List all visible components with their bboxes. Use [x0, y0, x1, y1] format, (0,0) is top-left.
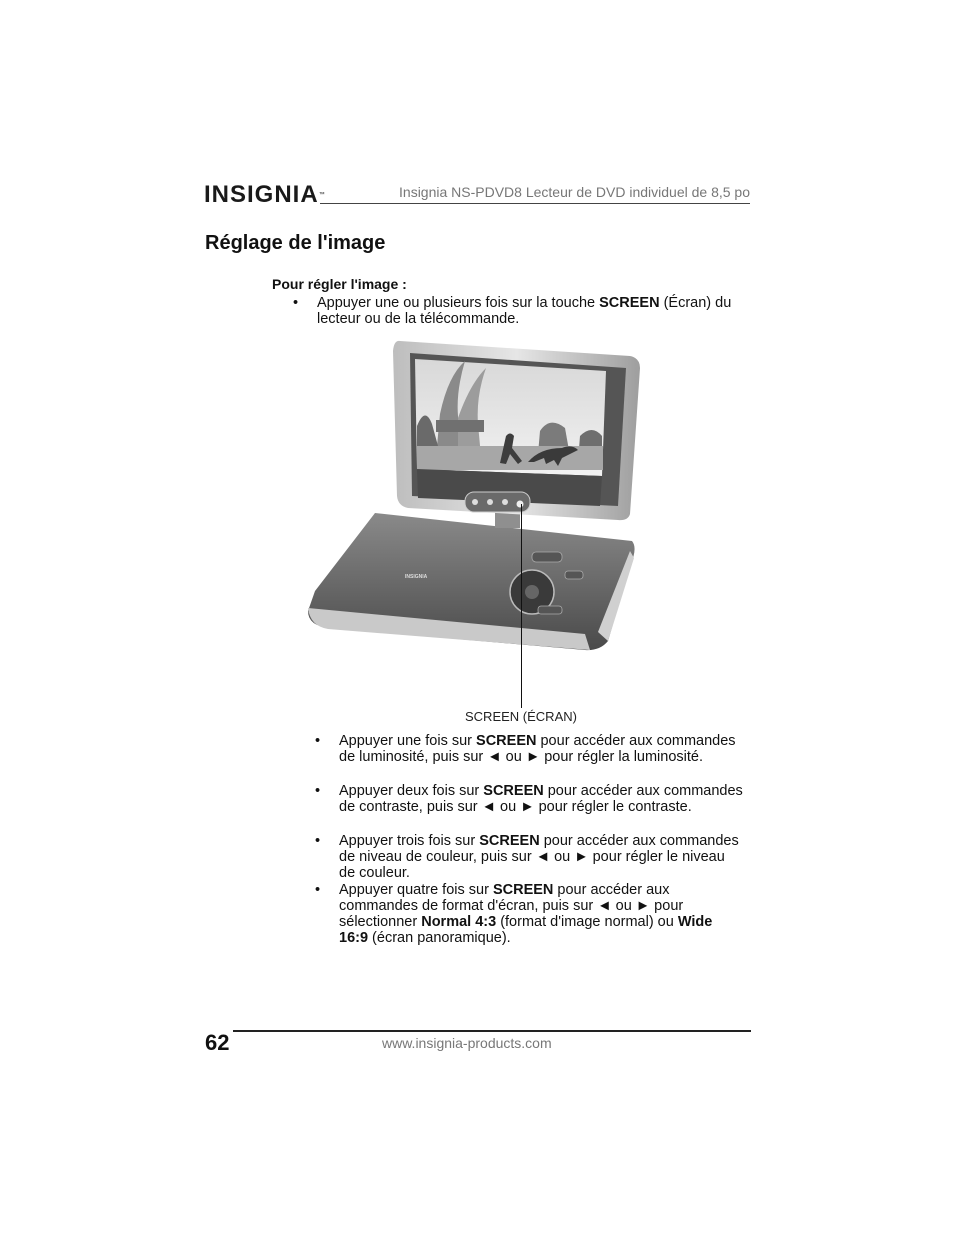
bullet-marker: • — [315, 833, 321, 849]
bullet-item-screen-format: • Appuyer quatre fois sur SCREEN pour accéder aux commandes de format d'écran, puis sur ◄ ou ► pour sélectionner Normal 4:3 (format d'image normal) ou Wide 16:9 (écran panoramique). — [315, 882, 713, 946]
bullet-marker: • — [315, 783, 321, 799]
insignia-logo: INSIGNIA™ — [204, 181, 326, 208]
right-arrow-icon: ► — [520, 799, 535, 815]
left-arrow-icon: ◄ — [481, 799, 497, 815]
right-arrow-icon: ► — [574, 849, 589, 865]
bullet-item-contrast: • Appuyer deux fois sur SCREEN pour accéder aux commandes de contraste, puis sur ◄ ou ► pour régler le contraste. — [315, 783, 743, 815]
portable-dvd-player-illustration — [300, 336, 640, 656]
screen-callout-line — [521, 504, 522, 708]
right-arrow-icon: ► — [525, 749, 541, 765]
header-rule — [320, 203, 750, 204]
bullet-marker: • — [315, 882, 321, 898]
device-logo: INSIGNIA — [405, 574, 428, 580]
procedure-title: Pour régler l'image : — [272, 276, 407, 292]
bullet-marker: • — [293, 295, 299, 311]
bullet-item-screen-button: • Appuyer une ou plusieurs fois sur la touche SCREEN (Écran) du lecteur ou de la télécommande. — [293, 295, 732, 327]
right-arrow-icon: ► — [635, 898, 651, 914]
left-arrow-icon: ◄ — [487, 749, 502, 765]
running-header-title: Insignia NS-PDVD8 Lecteur de DVD individuel de 8,5 po — [399, 184, 750, 200]
section-title: Réglage de l'image — [205, 232, 386, 254]
footer-rule — [233, 1030, 751, 1032]
bullet-marker: • — [315, 733, 321, 749]
left-arrow-icon: ◄ — [597, 898, 612, 914]
footer-url: www.insignia-products.com — [382, 1035, 552, 1051]
bullet-item-color-level: • Appuyer trois fois sur SCREEN pour accéder aux commandes de niveau de couleur, puis sur ◄ ou ► pour régler le niveau de couleur. — [315, 833, 739, 881]
figure-caption: SCREEN (ÉCRAN) — [465, 709, 577, 724]
left-arrow-icon: ◄ — [535, 849, 551, 865]
bullet-item-brightness: • Appuyer une fois sur SCREEN pour accéder aux commandes de luminosité, puis sur ◄ ou ► pour régler la luminosité. — [315, 733, 736, 765]
screen-button-icon — [517, 501, 524, 508]
page-number: 62 — [205, 1030, 230, 1055]
